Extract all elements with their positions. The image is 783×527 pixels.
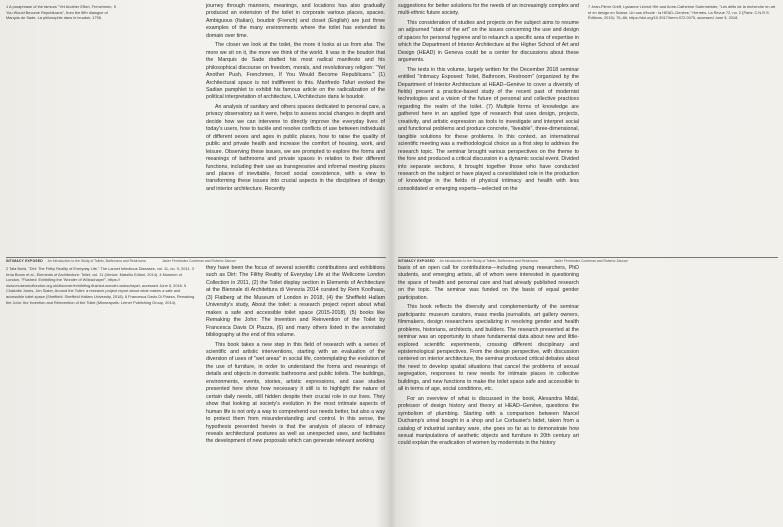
left-column-top [206, 3, 385, 254]
paragraph: The texts in this volume, largely written for the December 2018 seminar entitled "Intimacy Exposed: Toilet, Bathroom, Restroom" (organized by the Department of Interior Architecture at HEAD–Genève to cover a diversity of fields) present a practice-based study of the recent past of modernist technologies and a vision of the future of personal and collective practices regarding the realm of the toilet. (7) Multiple forms of knowledge are gathered here in an applied type of research that uses design, projects, creativity, and artistic expression as tools to investigate and interpret social and functional problems and produce concrete, "liveable", three-dimensional, tangible solutions for these problems. In this context, an international scientific meeting was a methodological choice as a first step to address the research topic. The seminar brought various perspectives on the theme to the fore and produced a critical discussion in a dynamic social event. Divided into separate sections, it brought together those who have conducted research on the subject or have played a consolidated role in the production of knowledge in the fields of physical intimacy and health with less consolidated or emerging experts—selected on the [398, 66, 579, 192]
paragraph: An analysis of sanitary and others spaces dedicated to personal care, a privacy observatory as it were, helps to assess social changes in depth and decide how we can intervene to directly improve the everyday lives of today's users, how to tackle and resolve conflicts of use between individuals of different sexes and ages in public places, how to raise the quality of public and private health and increase the comfort of housing, work, and leisure. Observing these issues, we are prompted to explore the forms and meanings of bathrooms and private spaces in relation to their different functions, including their use as transgressive and informal meeting places and places of inevitable, forced social coexistence, with a view to transforming these issues into crucial aspects in the disciplines of design and interior architecture. Recently [206, 103, 385, 192]
footnotes-bottom-left [6, 266, 196, 346]
running-head-label: INTIMACY EXPOSED [398, 259, 435, 263]
paragraph: This book reflects the diversity and complementarity of the seminar participants: museum curators, mass media journalists, art gallery owners, filmmakers, design researchers specializing in resolving gender and health problems, historians, architects, and builders. The research presented at the seminar was an opportunity to share fundamental data about new and little-explored scientific experiments, crossing different disciplinary and epistemological perspectives. From the design perspective, with discussion centered on interior architecture, the seminar produced critical debates about the need to develop spatial situations that cancel the problems of sexual segregation, responses to new needs for intimate places in collective buildings, and new functions to make the toilet space safe and accessible to all in terms of age, social conditions, etc. [398, 304, 579, 393]
running-head [6, 259, 236, 263]
paragraph: This book takes a new step in this field of research with a series of scientific and artistic interventions, starting with an evaluation of the diversion of uses of "wet areas" in social life, contemplating the evolution of the use of furniture, in order to understand the forms and meanings of details and objects in domestic bathrooms and public toilets. The buildings, environments, events, stories, artistic expressions, and case studies presented here show how necessary it still is to highlight the nature of certain daily needs, still hidden despite their crucial role in our lives. They show that looking at society's evolution in the most intimate aspects of human life is not only a way to comprehend our needs better, but also a way to protect them from misunderstanding and control. In this sense, the hypothesis presented herein is that the analysis of places of intimacy reveals architectural postures as well as unexpected uses, and facilitates the development of new proposals which can generate relevant working [206, 341, 385, 445]
paragraph: For an overview of what is discussed in the book, Alexandra Midal, professor of design history and theory at HEAD–Genève, questions the symbolism of plumbing. Starting with a comparison between Marcel Duchamp's urinal bought in a shop and Le Corbusier's bidet, taken from a catalog of industrial sanitary ware, she goes so far as to demonstrate how sexual manipulations of aesthetic objects and furniture in 20th century art could explain the eradication of women by modernists in the history [398, 395, 579, 447]
running-head-authors: Javier Fernández Contreras and Roberto Zancan [161, 259, 236, 263]
footnotes-top-left [6, 4, 116, 44]
running-head-rule [398, 257, 778, 258]
running-head-rule [6, 257, 386, 258]
running-head-title: An Introduction to the Study of Toilets, Bathrooms and Restrooms [439, 259, 538, 263]
paragraph: basis of an open call for contributions—including young researchers, PhD students, and emerging artists, all of whom were interested in questioning the space of health and personal care and had already published research on the topic. The seminar was funded on the basis of equal gender participation. [398, 265, 579, 301]
paragraph: they have been the focus of several scientific contributions and exhibitions such as Dirt: The Filthy Reality of Everyday Life at the Wellcome London Collection in 2011, (2) the Toilet display section in Elements of Architecture at the Biennale di Architettura di Venezia 2014 curated by Rem Koolhaas, (3) Flatberg at the Museum of London in 2018, (4) the Sheffield Hallam University's study, About the toilet: a research project report about what makes a safe and accessible toilet space (2015-2018), (5) books like Remaking the John: The Invention and Reinvention of the Toilet by Francesca Davis Di Piazza, (6) and many others listed in the annotated bibliography at the end of this volume. [206, 265, 385, 339]
right-page [392, 0, 783, 527]
right-column-top [398, 3, 579, 254]
right-column-bottom [398, 265, 579, 523]
paragraph: The closer we look at the toilet, the more it looks at us from afar. The more we sit on it, the more we think of the world. It was in the boudoir that the Marquis de Sade drafted his most radical manifesto and his philosophical discourse on freedom, morals, and revolutionary religion: "Yet Another Push, Frenchmen, If You Would Become Republicans." (1) Architectural space is not indifferent to this. Manfredo Tafuri evoked the Sadian pamphlet to exhibit his famous article on the radicalization of the political interpretation of architecture, L'Architecture dans le boudoir. [206, 42, 385, 101]
footnote-2-6: 2 Tala Burki, "Dirt: The Filthy Reality of Everyday Life," The Lancet Infectious Diseases, vol. 11, no. 9, 2011. 3 Irma Boom et al., Elements of Architecture: Toilet, vol. 11 (Venice: Marsilio Editori, 2014). 4 Museum of London, "Flushed: Exhibiting the 'Wonder of Wökschapel'", https:// www.museumoflondon.org.uk/discover/exhibiting-flushed-wonder-wokschapel, accessed June 5, 2018. 5 Charlotte Jones, Jen Slater, Around the Toilet: a research project report about what makes a safe and accessible toilet space (Sheffield: Sheffield Hallam University, 2018). 6 Francesca Davis Di Piazza, Remaking the John: the Invention and Reinvention of the Toilet (Minneapolis: Lerner Publishing Group, 2014). [6, 266, 195, 305]
footnote-1: 1 A paraphrase of the famous "Yet Another Effort, Frenchmen, If You Would Become Republicans", from the fifth dialogue of Marquis de Sade, La philosophie dans le boudoir, 1795. [6, 4, 116, 21]
running-head-title: An Introduction to the Study of Toilets, Bathrooms and Restrooms [47, 259, 146, 263]
left-page [0, 0, 391, 527]
footnotes-top-right [588, 4, 776, 44]
footnote-7: 7 Jean-Pierre Greff, Lysianne Léchot Hirt and Anne-Catherine Sutermeister, "Les défis de la recherche en art et en design en Suisse. Un cas d'école : la HEAD–Genève," Hermès, La Revue 72, no. 2 (Paris: C.N.R.S. Éditions, 2015): 75–86, https://doi.org/10.3917/herm.072.0075, accessed June 5, 2018. [588, 4, 776, 21]
paragraph: This consideration of studies and projects on the subject aims to resume an adjourned "state of the art" on the issues concerning the use and design of spaces for personal hygiene and to relaunch a specific area of expertise in which the Department of Interior Architecture at the Higher School of Art and Design (HEAD) in Geneva could be a center for discussions about these arguments. [398, 19, 579, 64]
left-column-bottom [206, 265, 385, 523]
paragraph: journey through manners, meanings, and locations has also gradually produced an extension of the toilet in corporate various places, spaces. Ambiguous (Italian), boudoir (French) and closet (English) are just three examples of the many environments where the toilet has extended its domain over time. [206, 3, 385, 39]
running-head-label: INTIMACY EXPOSED [6, 259, 43, 263]
running-head [398, 259, 628, 263]
paragraph: suggestions for better solutions for the needs of an increasingly complex and multi-ethnic future society. [398, 3, 579, 17]
running-head-authors: Javier Fernández Contreras and Roberto Zancan [553, 259, 628, 263]
